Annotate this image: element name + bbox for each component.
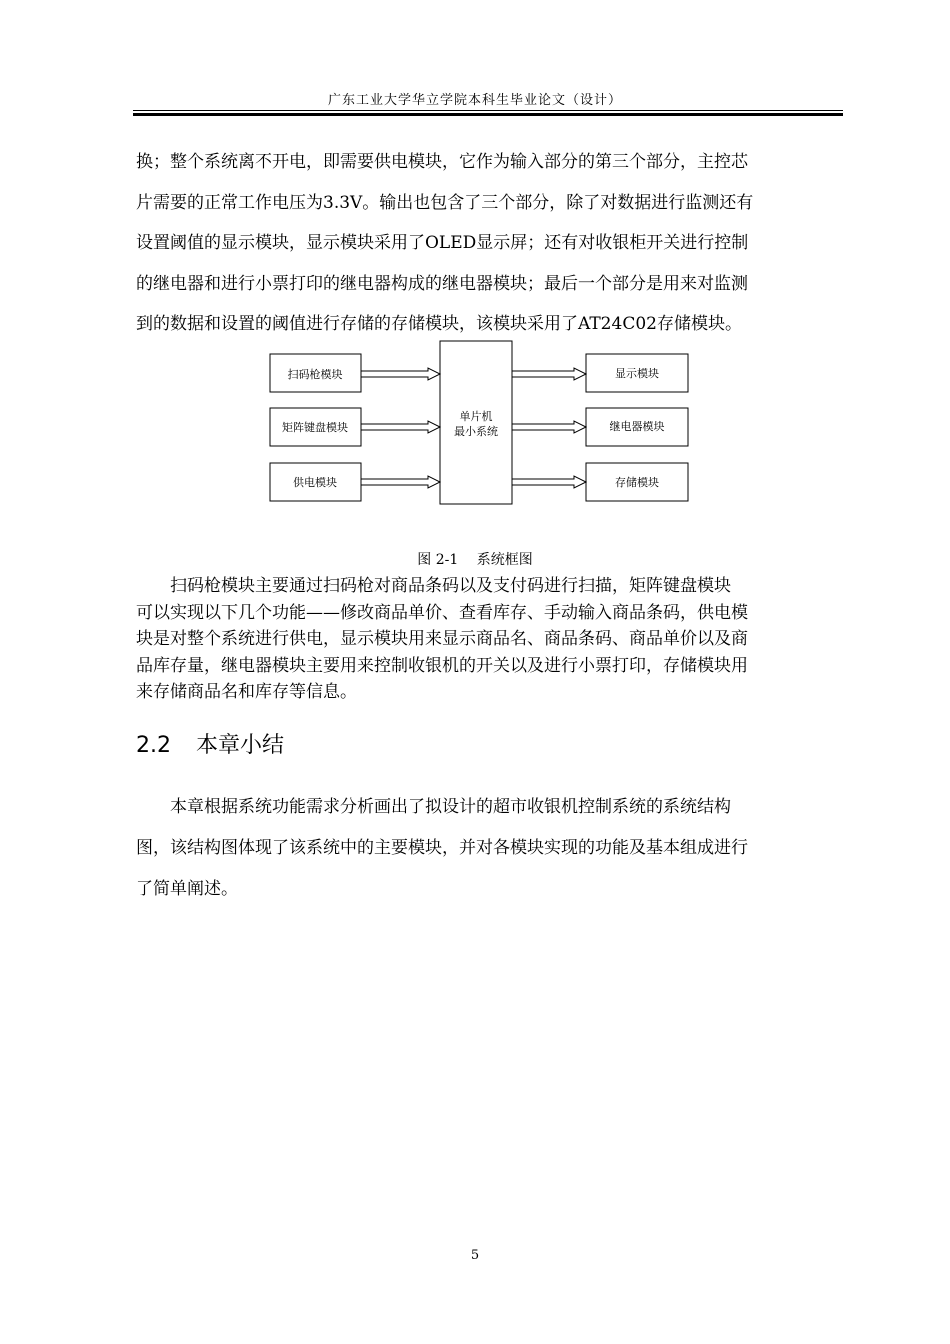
mcu-box-label-line1: 单片机 <box>459 410 493 423</box>
paragraph-line: 到的数据和设置的阈值进行存储的存储模块，该模块采用了AT24C02存储模块。 <box>136 314 742 334</box>
section-number: 2.2 <box>136 733 171 758</box>
arrow-input-3 <box>361 476 440 488</box>
body-paragraph-3 <box>136 787 836 910</box>
input-box-label: 矩阵键盘模块 <box>282 421 348 434</box>
body-paragraph-1 <box>136 142 832 345</box>
input-box-label: 供电模块 <box>293 476 337 489</box>
paragraph-line: 设置阈值的显示模块，显示模块采用了OLED显示屏；还有对收银柜开关进行控制 <box>136 233 749 253</box>
input-box-label: 扫码枪模块 <box>287 368 343 381</box>
figure-caption: 图 2-1 系统框图 <box>417 552 533 568</box>
header-rule-thin <box>133 110 843 111</box>
arrow-output-1 <box>512 368 586 380</box>
paragraph-line: 来存储商品名和库存等信息。 <box>136 682 357 702</box>
mcu-box-label-line2: 最小系统 <box>454 425 498 438</box>
body-paragraph-2 <box>136 573 836 706</box>
arrow-output-2 <box>512 421 586 433</box>
paragraph-line: 扫码枪模块主要通过扫码枪对商品条码以及支付码进行扫描，矩阵键盘模块 <box>136 576 731 596</box>
paragraph-line: 片需要的正常工作电压为3.3V。输出也包含了三个部分，除了对数据进行监测还有 <box>136 192 754 213</box>
paragraph-line: 本章根据系统功能需求分析画出了拟设计的超市收银机控制系统的系统结构 <box>136 797 731 817</box>
arrow-output-3 <box>512 476 586 488</box>
section-heading <box>136 728 284 759</box>
output-box-label: 显示模块 <box>615 367 659 380</box>
arrow-input-1 <box>361 368 440 380</box>
paragraph-line: 图，该结构图体现了该系统中的主要模块，并对各模块实现的功能及基本组成进行 <box>136 838 748 858</box>
output-box-label: 存储模块 <box>615 476 659 489</box>
section-title: 本章小结 <box>196 733 285 758</box>
paragraph-line: 的继电器和进行小票打印的继电器构成的继电器模块；最后一个部分是用来对监测 <box>136 273 748 294</box>
paragraph-line: 块是对整个系统进行供电，显示模块用来显示商品名、商品条码、商品单价以及商 <box>136 629 748 649</box>
system-block-diagram <box>260 338 700 508</box>
paragraph-line: 可以实现以下几个功能——修改商品单价、查看库存、手动输入商品条码，供电模 <box>136 602 748 623</box>
arrow-input-2 <box>361 421 440 433</box>
output-box-label: 继电器模块 <box>609 420 665 433</box>
paragraph-line: 换；整个系统离不开电，即需要供电模块，它作为输入部分的第三个部分，主控芯 <box>136 152 748 172</box>
paragraph-line: 了简单阐述。 <box>136 879 238 899</box>
paragraph-line: 品库存量，继电器模块主要用来控制收银机的开关以及进行小票打印，存储模块用 <box>136 655 748 676</box>
page-number: 5 <box>470 1248 480 1263</box>
page-header: 广东工业大学华立学院本科生毕业论文（设计） <box>327 93 622 108</box>
header-rule-thick <box>133 113 843 116</box>
